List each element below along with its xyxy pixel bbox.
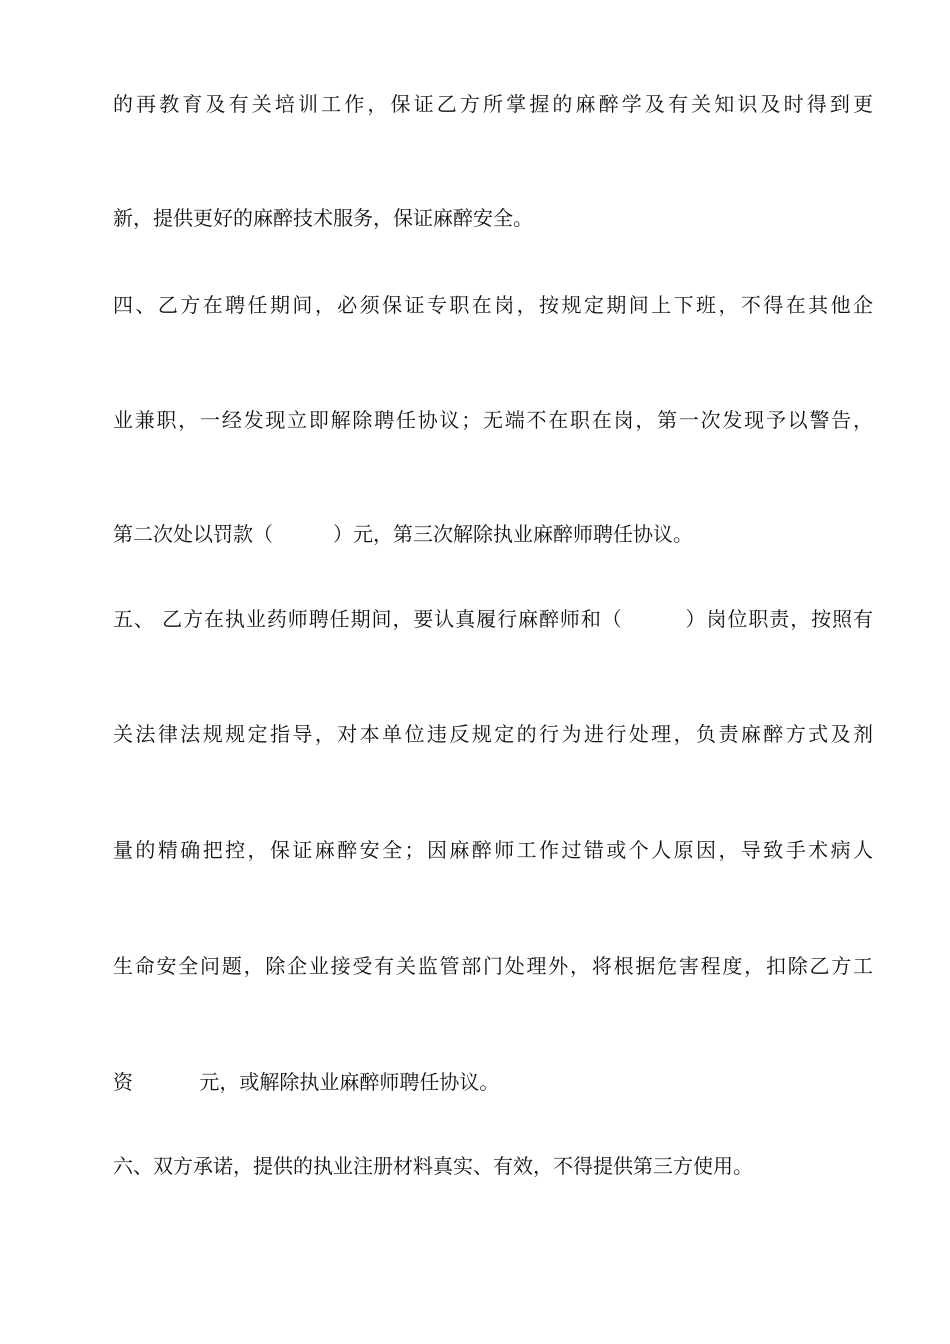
paragraph-line-2: 新，提供更好的麻醉技术服务，保证麻醉安全。 (113, 206, 533, 230)
paragraph-line-3: 四、乙方在聘任期间，必须保证专职在岗，按规定期间上下班，不得在其他企 (113, 293, 873, 317)
paragraph-line-9: 生命安全问题，除企业接受有关监管部门处理外，将根据危害程度，扣除乙方工 (113, 954, 873, 978)
paragraph-line-10: 资 元，或解除执业麻醉师聘任协议。 (113, 1070, 500, 1094)
paragraph-line-4: 业兼职，一经发现立即解除聘任协议；无端不在职在岗，第一次发现予以警告， (113, 408, 873, 432)
paragraph-line-8: 量的精确把控，保证麻醉安全；因麻醉师工作过错或个人原因，导致手术病人 (113, 838, 873, 862)
paragraph-line-6: 五、 乙方在执业药师聘任期间，要认真履行麻醉师和（ ）岗位职责，按照有 (113, 607, 873, 631)
paragraph-line-1: 的再教育及有关培训工作，保证乙方所掌握的麻醉学及有关知识及时得到更 (113, 92, 873, 116)
paragraph-line-5: 第二次处以罚款（ ）元，第三次解除执业麻醉师聘任协议。 (113, 522, 693, 546)
paragraph-line-11: 六、双方承诺，提供的执业注册材料真实、有效，不得提供第三方使用。 (113, 1154, 753, 1178)
paragraph-line-7: 关法律法规规定指导，对本单位违反规定的行为进行处理，负责麻醉方式及剂 (113, 722, 873, 746)
